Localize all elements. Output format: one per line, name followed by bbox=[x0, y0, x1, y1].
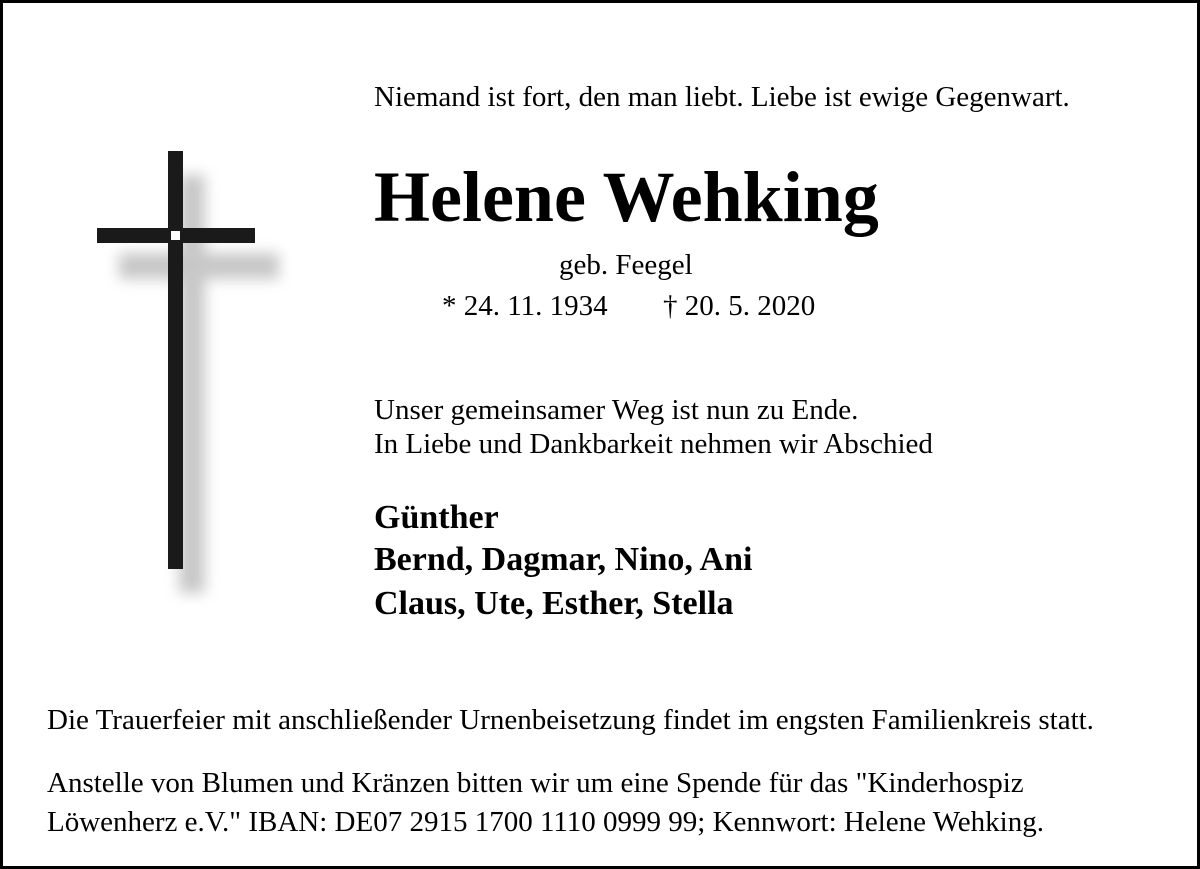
birth-name: geb. Feegel bbox=[559, 249, 693, 281]
death-date: † 20. 5. 2020 bbox=[663, 290, 816, 322]
memorial-quote: Niemand ist fort, den man liebt. Liebe ist ewige Gegenwart. bbox=[374, 81, 1070, 113]
cross-icon bbox=[91, 145, 291, 605]
deceased-name: Helene Wehking bbox=[374, 157, 879, 237]
donation-info-line: Anstelle von Blumen und Kränzen bitten wir um eine Spende für das "Kinderhospiz bbox=[47, 767, 1024, 799]
donation-info-line: Löwenherz e.V." IBAN: DE07 2915 1700 1110 0999 99; Kennwort: Helene Wehking. bbox=[47, 806, 1044, 838]
farewell-text-line: Unser gemeinsamer Weg ist nun zu Ende. bbox=[374, 394, 859, 426]
family-member-line: Günther bbox=[374, 499, 499, 536]
family-member-line: Bernd, Dagmar, Nino, Ani bbox=[374, 541, 753, 578]
birth-date: * 24. 11. 1934 bbox=[442, 290, 608, 322]
family-member-line: Claus, Ute, Esther, Stella bbox=[374, 585, 734, 622]
farewell-text-line: In Liebe und Dankbarkeit nehmen wir Abschied bbox=[374, 428, 933, 460]
funeral-info: Die Trauerfeier mit anschließender Urnenbeisetzung findet im engsten Familienkreis statt. bbox=[47, 704, 1094, 736]
